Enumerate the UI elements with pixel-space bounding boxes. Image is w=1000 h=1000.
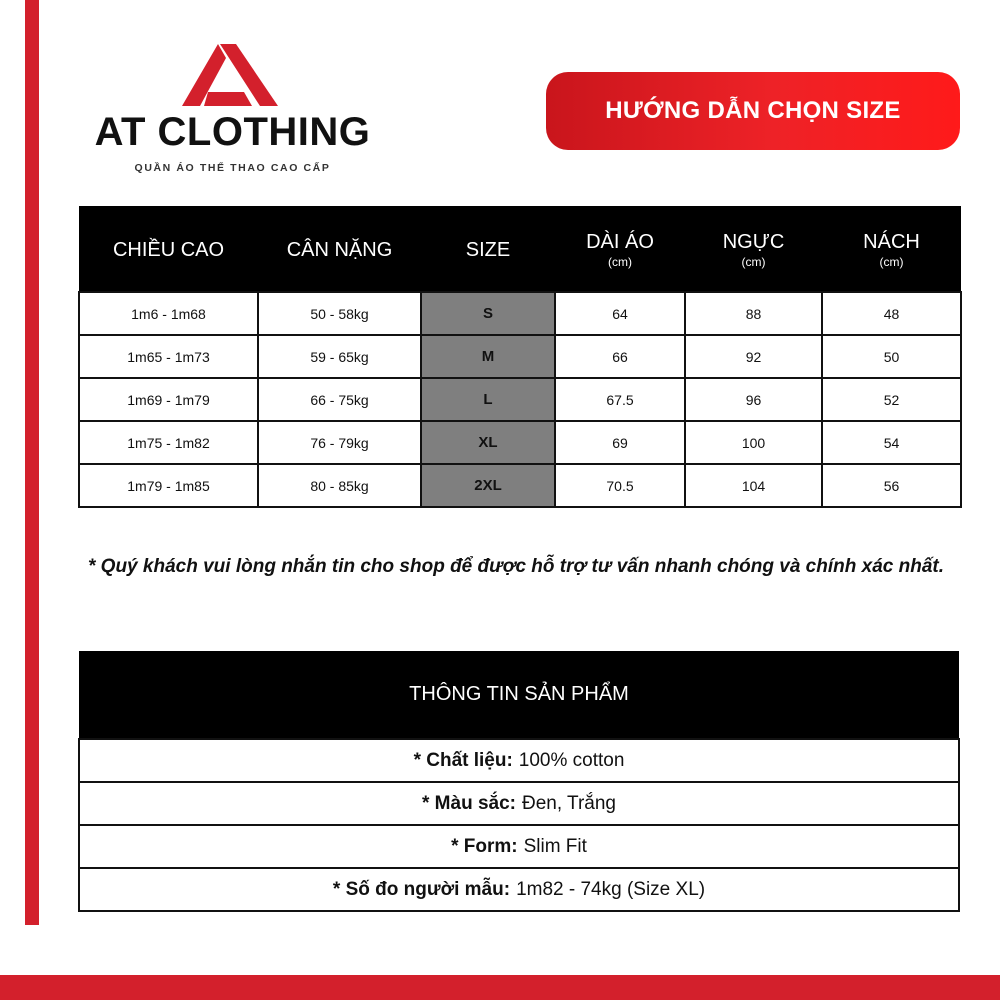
table-cell: 54 — [822, 421, 961, 464]
brand-logo — [90, 44, 380, 184]
left-red-stripe — [25, 0, 39, 925]
product-info-label: * Chất liệu: — [413, 749, 513, 771]
table-cell: 88 — [685, 292, 822, 335]
product-info-label: * Số đo người mẫu: — [332, 878, 511, 900]
size-table-header-unit: (cm) — [608, 255, 632, 270]
product-info-label: * Form: — [451, 835, 518, 857]
table-cell: 1m75 - 1m82 — [79, 421, 258, 464]
size-cell: XL — [421, 421, 555, 464]
product-info-table — [78, 651, 960, 912]
size-table-header-label: CHIỀU CAO — [112, 239, 225, 261]
table-cell: 69 — [555, 421, 685, 464]
table-cell: 76 - 79kg — [258, 421, 421, 464]
table-row — [79, 421, 961, 464]
table-row — [79, 335, 961, 378]
table-cell: 1m6 - 1m68 — [79, 292, 258, 335]
table-cell: 59 - 65kg — [258, 335, 421, 378]
product-info-heading: THÔNG TIN SẢN PHẨM — [79, 651, 959, 739]
product-info-row — [79, 739, 959, 782]
contact-note: * Quý khách vui lòng nhắn tin cho shop để được hỗ trợ tư vấn nhanh chóng và chính xác nhất. — [88, 556, 944, 577]
size-cell: L — [421, 378, 555, 421]
product-info-row — [79, 868, 959, 911]
table-cell: 64 — [555, 292, 685, 335]
page-title: HƯỚNG DẪN CHỌN SIZE — [605, 97, 901, 124]
table-cell: 48 — [822, 292, 961, 335]
table-row — [79, 464, 961, 507]
product-info-cell — [79, 825, 959, 868]
product-info-value: Slim Fit — [523, 835, 587, 857]
brand-tagline: QUẦN ÁO THỂ THAO CAO CẤP — [134, 162, 331, 174]
table-cell: 80 - 85kg — [258, 464, 421, 507]
product-info-cell — [79, 868, 959, 911]
bottom-red-stripe — [0, 975, 1000, 1000]
product-info-value: 1m82 - 74kg (Size XL) — [516, 878, 706, 900]
size-table-header-unit: (cm) — [741, 255, 766, 270]
table-cell: 1m69 - 1m79 — [79, 378, 258, 421]
product-info-cell — [79, 782, 959, 825]
table-cell: 96 — [685, 378, 822, 421]
size-table-header-unit: (cm) — [879, 255, 904, 270]
product-info-row — [79, 782, 959, 825]
product-info-row — [79, 825, 959, 868]
table-cell: 50 — [822, 335, 961, 378]
size-table-header — [822, 206, 961, 292]
size-table-header — [79, 206, 258, 292]
table-cell: 1m79 - 1m85 — [79, 464, 258, 507]
product-info-value: 100% cotton — [518, 749, 625, 771]
table-cell: 66 - 75kg — [258, 378, 421, 421]
size-table-header — [555, 206, 685, 292]
product-info-cell — [79, 739, 959, 782]
size-cell: M — [421, 335, 555, 378]
table-cell: 56 — [822, 464, 961, 507]
size-table-header-label: SIZE — [465, 239, 511, 261]
page-title-banner — [546, 72, 960, 150]
table-row — [79, 292, 961, 335]
size-chart-table — [78, 206, 962, 508]
table-cell: 66 — [555, 335, 685, 378]
table-cell: 100 — [685, 421, 822, 464]
table-row — [79, 378, 961, 421]
size-table-header-row — [79, 206, 961, 292]
size-cell: S — [421, 292, 555, 335]
table-cell: 104 — [685, 464, 822, 507]
table-cell: 50 - 58kg — [258, 292, 421, 335]
table-cell: 67.5 — [555, 378, 685, 421]
table-cell: 70.5 — [555, 464, 685, 507]
brand-name: AT CLOTHING — [94, 110, 371, 154]
size-table-header-label: NÁCH — [863, 231, 920, 254]
size-table-header — [685, 206, 822, 292]
product-info-value: Đen, Trắng — [521, 792, 616, 814]
size-table-header-label: CÂN NẶNG — [286, 239, 393, 261]
size-table-header — [421, 206, 555, 292]
table-cell: 1m65 - 1m73 — [79, 335, 258, 378]
size-table-header-label: DÀI ÁO — [586, 231, 654, 254]
size-cell: 2XL — [421, 464, 555, 507]
table-cell: 52 — [822, 378, 961, 421]
size-table-header-label: NGỰC — [722, 231, 785, 254]
table-cell: 92 — [685, 335, 822, 378]
brand-logo-mark-icon — [182, 44, 278, 106]
size-table-header — [258, 206, 421, 292]
product-info-label: * Màu sắc: — [422, 792, 516, 814]
